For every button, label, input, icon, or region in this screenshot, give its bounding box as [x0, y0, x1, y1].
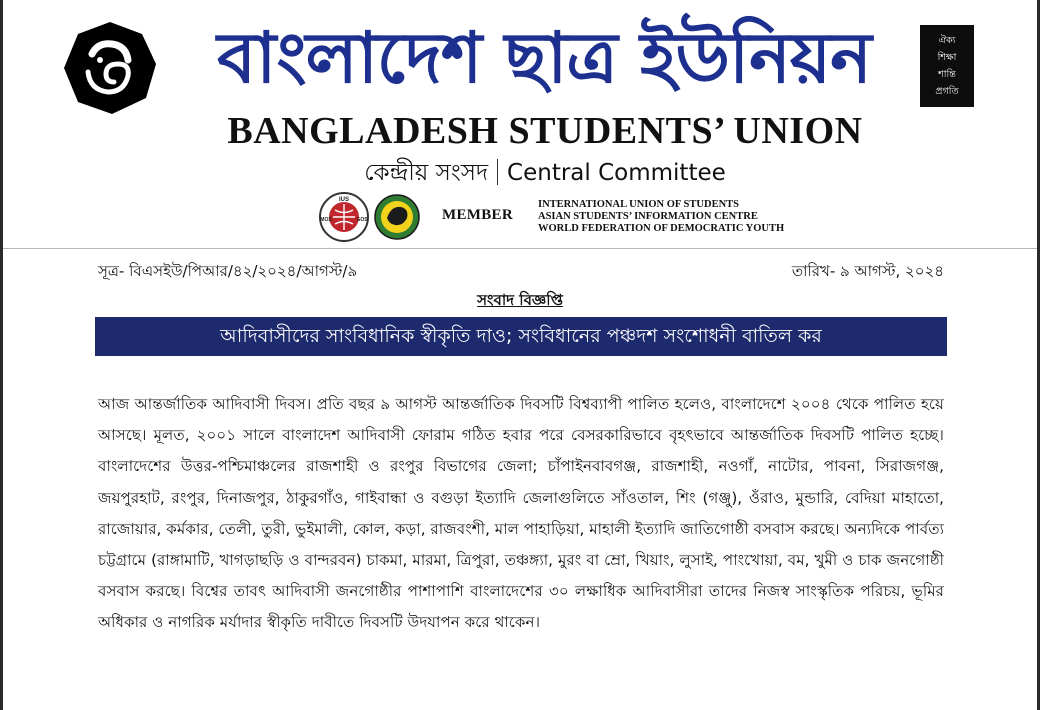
page-edge-left — [0, 0, 3, 710]
header-divider — [3, 248, 1037, 249]
member-label: MEMBER — [442, 207, 513, 223]
ius-badge-icon — [318, 191, 370, 243]
ius-badge-text: GOS — [356, 217, 368, 223]
body-paragraph: আজ আন্তর্জাতিক আদিবাসী দিবস। প্রতি বছর ৯ আগস্ট আন্তর্জাতিক দিবসটি বিশ্বব্যাপী পালিত হলেও, বাংলাদেশে ২০০৪ থেকে পালিত হয়ে আসছে। মূলত, ২০০১ সালে বাংলাদেশ আদিবাসী ফোরাম গঠিত হবার পরে বেসরকারিভাবে বৃহৎভাবে আন্তর্জাতিক দিবসটি পালিত হচ্ছে। বাংলাদেশের উত্তর-পশ্চিমাঞ্চলের রাজশাহী ও রংপুর বিভাগের জেলা; চাঁপাইনবাবগঞ্জ, রাজশাহী, নওগাঁ, নাটোর, পাবনা, সিরাজগঞ্জ, জয়পুরহাট, রংপুর, দিনাজপুর, ঠাকুরগাঁও, গাইবান্ধা ও বগুড়া ইত্যাদি জেলাগুলিতে সাঁওতাল, শিং (গঞ্জু), ওঁরাও, মুন্ডারি, বেদিয়া মাহাতো, রাজোয়ার, কর্মকার, তেলী, তুরী, ভুইমালী, কোল, কড়া, রাজবংশী, মাল পাহাড়িয়া, মাহালী ইত্যাদি জাতিগোষ্ঠী বসবাস করছে। অন্যদিকে পার্বত্য চট্টগ্রামে (রাঙ্গামাটি, খাগড়াছড়ি ও বান্দরবন) চাকমা, মারমা, ত্রিপুরা, তঞ্চঙ্গ্যা, মুরং বা ম্রো, খিয়াং, লুসাই, পাংখোয়া, বম, খুমী ও চাক জনগোষ্ঠী বসবাস করছে। বিশ্বের তাবৎ আদিবাসী জনগোষ্ঠীর পাশাপাশি বাংলাদেশের ৩০ লক্ষাধিক আদিবাসীরা তাদের নিজস্ব সাংস্কৃতিক পরিচয়, ভূমির অধিকার ও নাগরিক মর্যাদার স্বীকৃতি দাবীতে দিবসটি উদযাপন করে থাকেন। — [98, 395, 944, 632]
member-organizations — [538, 199, 784, 235]
organization-title-english: BANGLADESH STUDENTS’ UNION — [227, 110, 863, 152]
committee-divider — [497, 159, 498, 185]
motto-box — [920, 25, 974, 107]
press-release-label-row — [0, 289, 1040, 311]
organization-line: ASIAN STUDENTS’ INFORMATION CENTRE — [538, 211, 758, 222]
motto-line: প্রগতি — [935, 86, 959, 97]
press-release-label: সংবাদ বিজ্ঞপ্তি — [477, 291, 563, 309]
organization-line: INTERNATIONAL UNION OF STUDENTS — [538, 199, 739, 210]
asic-badge-icon — [373, 192, 421, 242]
union-emblem-icon — [62, 20, 158, 116]
organization-title-bangla: বাংলাদেশ ছাত্র ইউনিয়ন — [217, 17, 871, 99]
committee-bangla: কেন্দ্রীয় সংসদ — [364, 160, 489, 186]
motto-line: শিক্ষা — [937, 52, 957, 63]
committee-english: Central Committee — [507, 160, 726, 186]
organization-line: WORLD FEDERATION OF DEMOCRATIC YOUTH — [538, 223, 785, 234]
motto-line: ঐক্য — [938, 35, 956, 46]
document-date: তারিখ- ৯ আগস্ট, ২০২৪ — [791, 262, 944, 280]
reference-number: সূত্র- বিএসইউ/পিআর/৪২/২০২৪/আগস্ট/৯ — [98, 262, 358, 280]
committee-title — [150, 156, 940, 190]
ius-badge-text: IUS — [338, 197, 350, 203]
motto-line: শান্তি — [938, 69, 956, 80]
ius-badge-text: MOS — [320, 217, 332, 223]
headline-bar: আদিবাসীদের সাংবিধানিক স্বীকৃতি দাও; সংবিধানের পঞ্চদশ সংশোধনী বাতিল কর — [95, 317, 947, 356]
